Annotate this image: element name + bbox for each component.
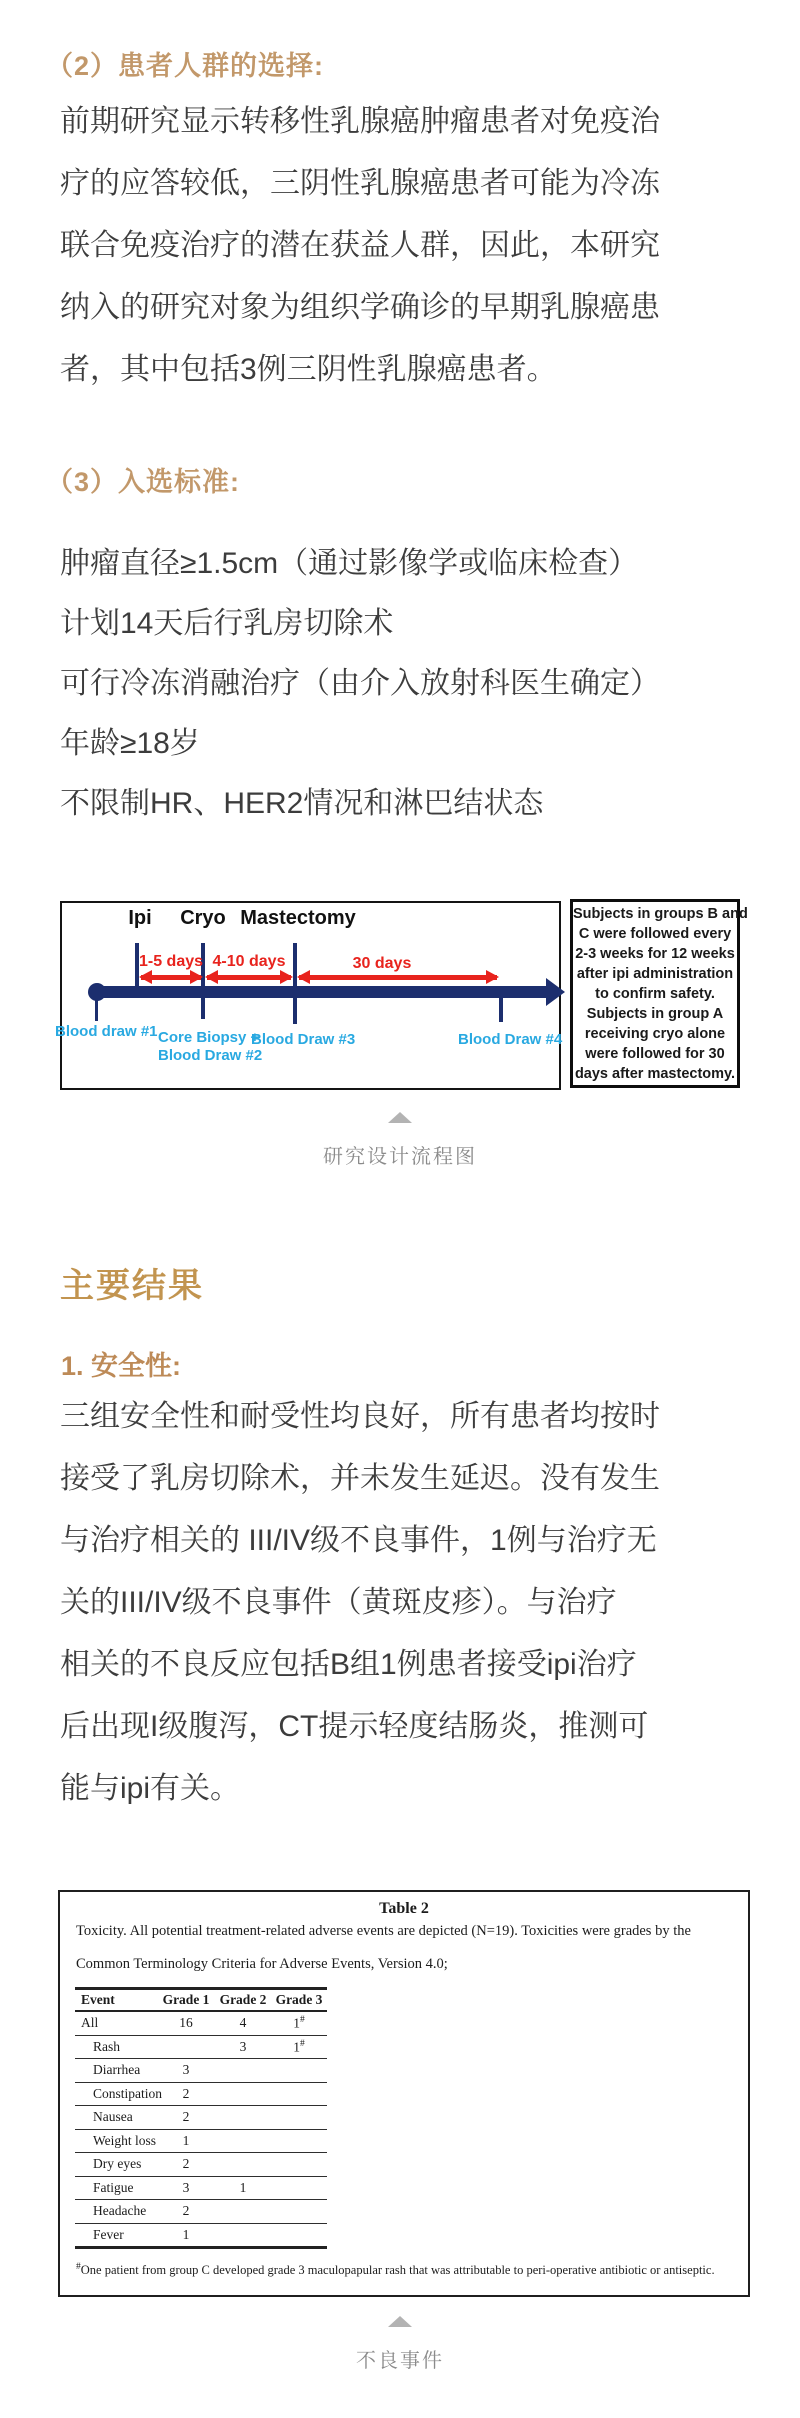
table-row [75,2106,327,2130]
paragraph-line: 相关的不良反应包括B组1例患者接受ipi治疗 [60,1648,637,1681]
panel-text-line: Subjects in group A [586,1005,724,1022]
cell-grade2: 4 [239,2015,247,2031]
cell-event: Nausea [93,2109,133,2125]
cell-grade1: 16 [179,2015,193,2031]
timeline-axis [97,986,546,998]
cell-grade1: 1 [182,2132,190,2148]
interval-label: 1-5 days [138,953,204,970]
safety-subheading: 1. 安全性: [61,1351,182,1381]
interval-arrow-4-10-days [207,975,291,980]
footnote-marker: # [300,2038,305,2049]
table-row [75,2130,327,2154]
timeline-event-cryo-label: Cryo [180,907,226,929]
paragraph-line: 联合免疫治疗的潜在获益人群，因此，本研究 [60,229,660,262]
criteria-line: 不限制HR、HER2情况和淋巴结状态 [60,787,544,820]
figure1-caption: 研究设计流程图 [323,1146,477,1168]
col-header-event: Event [81,1991,115,2007]
main-results-heading: 主要结果 [60,1268,204,1305]
panel-text-line: after ipi administration [576,965,734,982]
panel-text-line: to confirm safety. [595,985,715,1002]
criteria-line: 可行冷冻消融治疗（由介入放射科医生确定） [60,667,660,700]
table-description-line: Toxicity. All potential treatment-related adverse events are depicted (N=19). Toxicities were grades by the [76,1923,691,1939]
cell-grade1: 2 [182,2085,190,2101]
cell-grade3 [271,2039,327,2056]
cell-grade3-value: 1 [293,2015,300,2031]
cell-grade1: 3 [182,2179,190,2195]
interval-label: 4-10 days [212,953,286,970]
footnote-text: One patient from group C developed grade 3 maculopapular rash that was attributable to peri-operative antibiotic or antiseptic. [80,2263,715,2278]
cell-grade1: 2 [182,2109,190,2125]
blood-draw-1-label: Blood draw #1 [55,1023,158,1040]
table-row [75,2153,327,2177]
paragraph-line: 疗的应答较低，三阴性乳腺癌患者可能为冷冻 [60,167,660,200]
table-row [75,2200,327,2224]
timeline-arrowhead-icon [546,978,565,1006]
table-footnote [76,2262,715,2278]
followup-note-panel [570,899,748,1088]
table-header-row [75,1990,327,2010]
interval-arrow-1-5-days [141,975,201,980]
panel-text-line: were followed for 30 [585,1045,725,1062]
table-row [75,2177,327,2201]
cell-event: Headache [93,2203,147,2219]
table-row [75,2059,327,2083]
criteria-line: 肿瘤直径≥1.5cm（通过影像学或临床检查） [60,547,639,580]
blood-draw-2-label: Blood Draw #2 [158,1047,263,1064]
table-description-line: Common Terminology Criteria for Adverse Events, Version 4.0; [76,1956,448,1972]
core-biopsy-label: Core Biopsy + [158,1029,260,1046]
paragraph-line: 后出现I级腹泻，CT提示轻度结肠炎，推测可 [60,1710,649,1743]
table-row [75,2012,327,2036]
paragraph-line: 者，其中包括3例三阴性乳腺癌患者。 [60,353,557,386]
cell-grade1: 2 [182,2156,190,2172]
cell-grade2: 3 [239,2038,247,2054]
cell-grade3 [271,2015,327,2032]
blood-draw-3-label: Blood Draw #3 [251,1031,356,1048]
table-row [75,2224,327,2247]
paragraph-line: 能与ipi有关。 [60,1772,241,1805]
blood-draw-4-label: Blood Draw #4 [458,1031,563,1048]
caption-triangle-icon [388,1112,412,1123]
footnote-marker: # [76,2262,81,2272]
panel-text-line: receiving cryo alone [584,1025,726,1042]
criteria-line: 年龄≥18岁 [60,727,200,760]
cell-grade1: 3 [182,2062,190,2078]
panel-text-line: Subjects in groups B and [573,905,748,922]
paragraph-line: 前期研究显示转移性乳腺癌肿瘤患者对免疫治 [60,105,660,138]
study-design-figure [55,899,748,1090]
panel-text-line: C were followed every [578,925,732,942]
timeline-event-ipi-label: Ipi [128,907,152,929]
adverse-events-table [75,1987,327,2249]
cell-event: Diarrhea [93,2062,141,2078]
panel-text-line: 2-3 weeks for 12 weeks [575,945,735,962]
cell-event: Weight loss [93,2132,157,2148]
adverse-events-table-figure [58,1890,750,2297]
caption-triangle-icon [388,2316,412,2327]
section-heading-patient-selection: （2）患者人群的选择: [46,51,325,81]
paragraph-line: 与治疗相关的 III/IV级不良事件，1例与治疗无 [60,1524,657,1557]
figure2-caption: 不良事件 [356,2350,444,2372]
panel-text-line: days after mastectomy. [574,1065,736,1082]
timeline-event-mastectomy-label: Mastectomy [240,907,356,929]
timeline-start-stem [95,994,98,1021]
footnote-marker: # [300,2015,305,2025]
criteria-line: 计划14天后行乳房切除术 [60,607,394,640]
cell-event: Constipation [93,2085,163,2101]
paragraph-line: 纳入的研究对象为组织学确诊的早期乳腺癌患 [60,291,660,324]
cell-grade2: 1 [239,2179,247,2195]
cell-event: All [81,2015,99,2031]
table-title: Table 2 [379,1900,429,1917]
paragraph-line: 接受了乳房切除术，并未发生延迟。没有发生 [60,1462,660,1495]
table-rule [75,2246,327,2249]
cell-event: Dry eyes [93,2156,142,2172]
col-header-grade3: Grade 3 [275,1991,323,2007]
table-row [75,2036,327,2060]
col-header-grade2: Grade 2 [219,1991,267,2007]
cell-grade1: 2 [182,2203,190,2219]
paragraph-line: 三组安全性和耐受性均良好，所有患者均按时 [60,1400,660,1433]
cell-grade3-value: 1 [293,2039,300,2054]
col-header-grade1: Grade 1 [162,1991,210,2007]
section-heading-inclusion-criteria: （3）入选标准: [46,467,241,497]
cell-event: Fever [93,2226,124,2242]
interval-label: 30 days [352,955,412,972]
paragraph-line: 关的III/IV级不良事件（黄斑皮疹）。与治疗 [60,1586,617,1619]
table-row [75,2083,327,2107]
cell-event: Rash [93,2038,120,2054]
cell-grade1: 1 [182,2226,190,2242]
cell-event: Fatigue [93,2179,134,2195]
interval-arrow-30-days [299,975,497,980]
